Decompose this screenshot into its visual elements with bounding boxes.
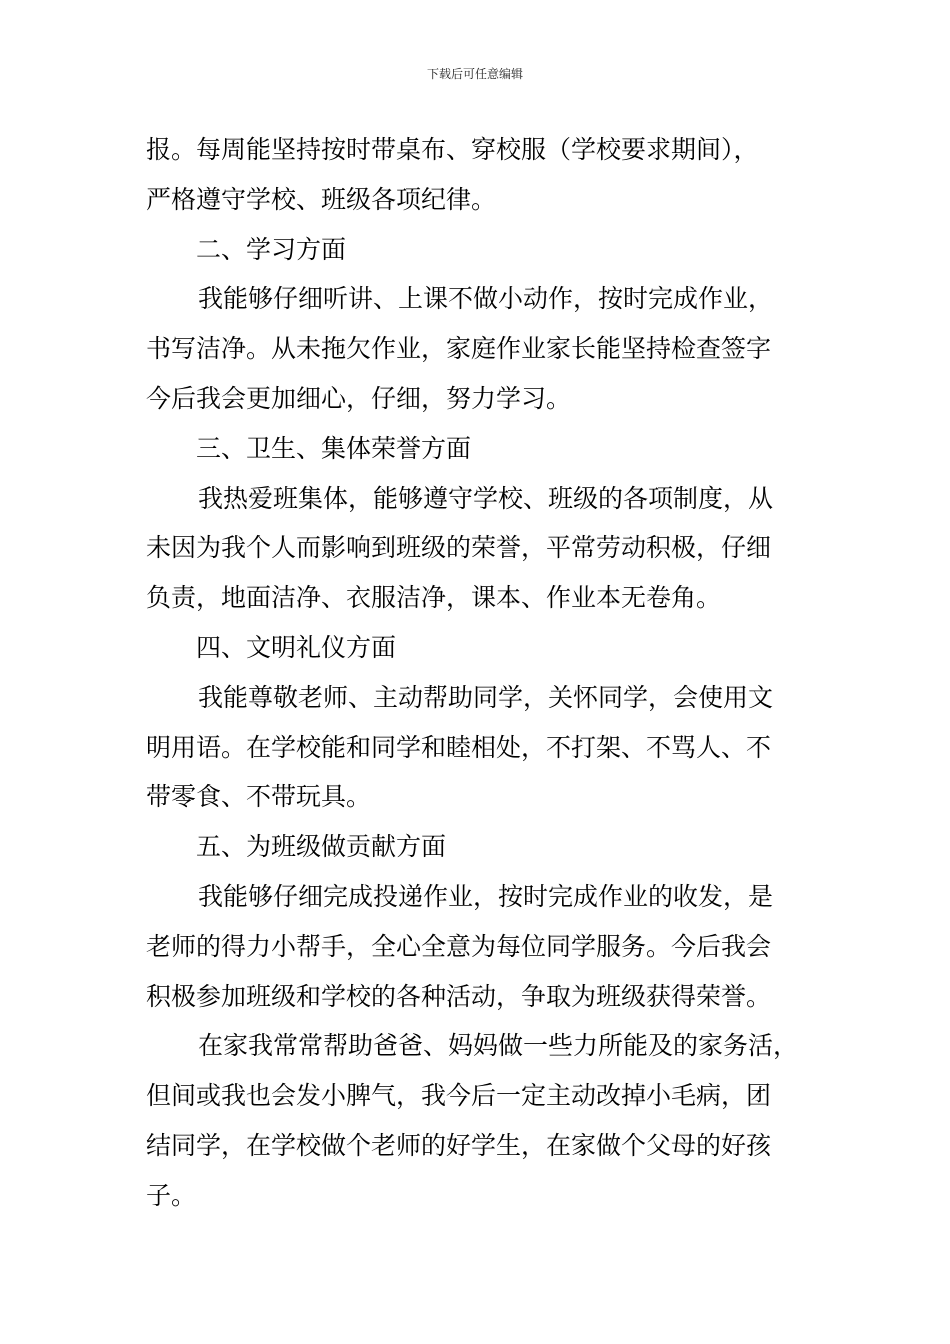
text-line: 我能尊敬老师、主动帮助同学，关怀同学，会使用文 bbox=[198, 682, 774, 712]
text-line: 严格遵守学校、班级各项纪律。 bbox=[146, 184, 497, 214]
text-line: 结同学，在学校做个老师的好学生，在家做个父母的好孩 bbox=[146, 1130, 772, 1160]
document-body bbox=[146, 125, 816, 1221]
text-line: 我能够仔细完成投递作业，按时完成作业的收发，是 bbox=[198, 881, 774, 911]
text-line: 书写洁净。从未拖欠作业，家庭作业家长能坚持检查签字 bbox=[146, 334, 772, 364]
text-line: 今后我会更加细心，仔细，努力学习。 bbox=[146, 383, 572, 413]
text-line: 我能够仔细听讲、上课不做小动作，按时完成作业， bbox=[198, 284, 774, 314]
text-line: 我热爱班集体，能够遵守学校、班级的各项制度，从 bbox=[198, 483, 774, 513]
text-line: 积极参加班级和学校的各种活动，争取为班级获得荣誉。 bbox=[146, 981, 772, 1011]
section-heading-contribution: 五、为班级做贡献方面 bbox=[196, 832, 447, 862]
text-line: 但间或我也会发小脾气，我今后一定主动改掉小毛病，团 bbox=[146, 1081, 772, 1111]
section-heading-etiquette: 四、文明礼仪方面 bbox=[196, 632, 397, 662]
section-heading-hygiene: 三、卫生、集体荣誉方面 bbox=[196, 433, 472, 463]
text-line: 老师的得力小帮手，全心全意为每位同学服务。今后我会 bbox=[146, 931, 772, 961]
text-line: 明用语。在学校能和同学和睦相处，不打架、不骂人、不 bbox=[146, 732, 772, 762]
text-line: 负责，地面洁净、衣服洁净，课本、作业本无卷角。 bbox=[146, 583, 722, 613]
text-line: 报。每周能坚持按时带桌布、穿校服（学校要求期间）， bbox=[146, 135, 759, 164]
text-line: 子。 bbox=[146, 1180, 197, 1210]
text-line: 未因为我个人而影响到班级的荣誉，平常劳动积极，仔细 bbox=[146, 533, 772, 563]
text-line: 在家我常常帮助爸爸、妈妈做一些力所能及的家务活， bbox=[198, 1031, 799, 1061]
page-header: 下载后可任意编辑 bbox=[426, 67, 523, 81]
section-heading-study: 二、学习方面 bbox=[196, 234, 347, 264]
text-line: 带零食、不带玩具。 bbox=[146, 782, 372, 812]
